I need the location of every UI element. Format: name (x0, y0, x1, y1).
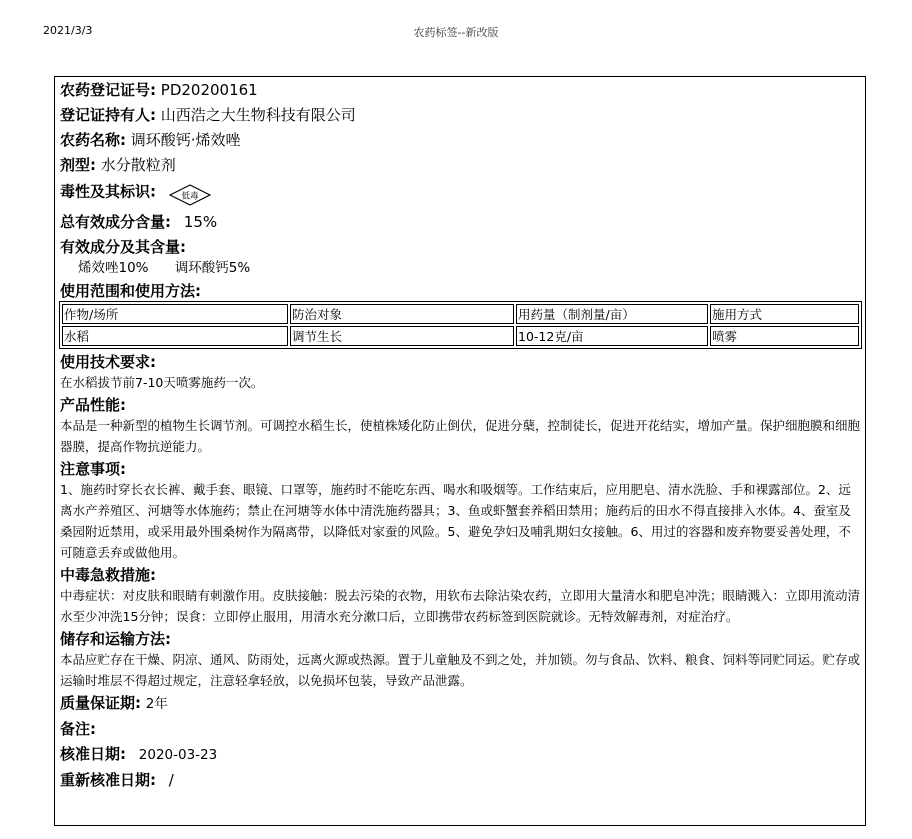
pesticide-name-row (60, 131, 860, 150)
storage-text: 本品应贮存在干燥、阴凉、通风、防雨处，远离火源或热源。置于儿童触及不到之处，并加锁。勿与食品、饮料、粮食、饲料等同贮同运。贮存或运输时堆层不得超过规定，注意轻拿轻放，以免损坏包装，导致产品泄露。 (60, 652, 861, 688)
registration-number-row (60, 81, 860, 100)
table-row (62, 326, 859, 346)
first-aid-text: 中毒症状：对皮肤和眼睛有刺激作用。皮肤接触：脱去污染的衣物，用软布去除沾染农药，立即用大量清水和肥皂冲洗；眼睛溅入：立即用流动清水至少冲洗15分钟；误食：立即停止服用，用清水充分漱口后，立即携带农药标签到医院就诊。无特效解毒剂，对症治疗。 (60, 588, 861, 624)
table-cell: 10-12克/亩 (516, 326, 708, 346)
performance-title: 产品性能: (60, 396, 126, 414)
table-header-cell: 施用方式 (710, 304, 859, 324)
table-header-cell: 防治对象 (290, 304, 514, 324)
formulation-row (60, 156, 860, 175)
table-cell: 调节生长 (290, 326, 514, 346)
ingredients-row (60, 238, 860, 257)
pesticide-label-box (54, 76, 866, 826)
cautions-title: 注意事项: (60, 460, 126, 478)
field-label: 农药名称: (60, 131, 126, 149)
low-toxicity-icon (169, 184, 211, 206)
tech-requirements-title: 使用技术要求: (60, 353, 156, 371)
holder-name: 山西浩之大生物科技有限公司 (160, 106, 356, 124)
remark-row (60, 720, 860, 739)
registration-number: PD20200161 (160, 81, 258, 99)
table-cell: 水稻 (62, 326, 288, 346)
reapproval-date: / (168, 771, 174, 789)
ingredient-item: 烯效唑10% (78, 260, 149, 276)
ingredients-list (60, 258, 860, 278)
holder-row (60, 106, 860, 125)
field-label: 核准日期: (60, 745, 126, 763)
field-label: 剂型: (60, 156, 96, 174)
field-label: 登记证持有人: (60, 106, 156, 124)
approval-date-row (60, 745, 860, 765)
reapproval-date-row (60, 771, 860, 790)
field-label: 有效成分及其含量: (60, 238, 186, 256)
formulation: 水分散粒剂 (100, 156, 176, 174)
shelf-life: 2年 (145, 696, 168, 712)
page-header-title: 农药标签--新改版 (413, 26, 499, 39)
usage-table (59, 301, 862, 349)
approval-date: 2020-03-23 (138, 747, 218, 763)
storage-title: 储存和运输方法: (60, 630, 171, 648)
performance-text: 本品是一种新型的植物生长调节剂。可调控水稻生长，使植株矮化防止倒伏，促进分蘖，控制徒长，促进开花结实，增加产量。保护细胞膜和细胞器膜，提高作物抗逆能力。 (60, 418, 861, 454)
table-header-row (62, 304, 859, 324)
shelf-life-row (60, 694, 860, 714)
field-label: 重新核准日期: (60, 771, 156, 789)
pesticide-name: 调环酸钙·烯效唑 (130, 131, 241, 149)
field-label: 总有效成分含量: (60, 213, 171, 231)
toxicity-badge-text: 低毒 (181, 191, 199, 202)
table-header-cell: 用药量（制剂量/亩） (516, 304, 708, 324)
usage-title: 使用范围和使用方法: (60, 282, 201, 300)
total-content: 15% (183, 213, 218, 231)
toxicity-row (60, 181, 860, 203)
field-label: 备注: (60, 720, 96, 738)
table-cell: 喷雾 (710, 326, 859, 346)
ingredient-item: 调环酸钙5% (174, 260, 251, 276)
field-label: 质量保证期: (60, 694, 141, 712)
cautions-text: 1、施药时穿长衣长裤、戴手套、眼镜、口罩等，施药时不能吃东西、喝水和吸烟等。工作结束后，应用肥皂、清水洗脸、手和裸露部位。2、远离水产养殖区、河塘等水体施药；禁止在河塘等水体中清洗施药器具；3、鱼或虾蟹套养稻田禁用；施药后的田水不得直接排入水体。4、蚕室及桑园附近禁用，或采用最外围桑树作为隔离带，以降低对家蚕的风险。5、避免孕妇及哺乳期妇女接触。6、用过的容器和废弃物要妥善处理，不可随意丢弃或做他用。 (60, 482, 851, 560)
field-label: 毒性及其标识: (60, 182, 156, 201)
first-aid-title: 中毒急救措施: (60, 566, 156, 584)
field-label: 农药登记证号: (60, 81, 156, 99)
print-date: 2021/3/3 (43, 24, 93, 37)
total-content-row (60, 213, 860, 232)
table-header-cell: 作物/场所 (62, 304, 288, 324)
tech-requirements-text: 在水稻拔节前7-10天喷雾施药一次。 (60, 375, 264, 390)
